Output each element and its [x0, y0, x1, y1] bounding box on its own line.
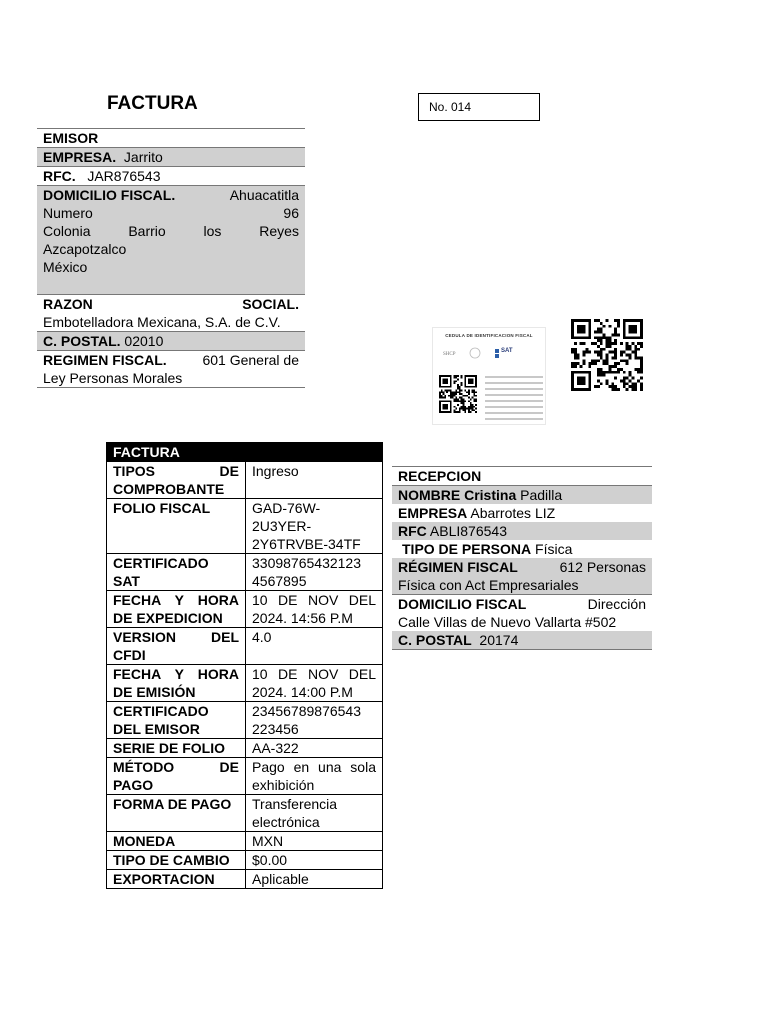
emisor-cp-value: 02010 [124, 333, 164, 349]
svg-text:SHCP: SHCP [443, 352, 456, 357]
emisor-domicilio-line-4: México [43, 259, 88, 275]
factura-row-key: FORMA DE PAGO [107, 795, 246, 832]
factura-row-value: AA-322 [246, 739, 383, 758]
emisor-razon [37, 294, 305, 331]
recepcion-regimen-label: RÉGIMEN FISCAL [398, 559, 518, 575]
recepcion-heading: RECEPCION [398, 468, 482, 484]
emisor-razon-value: Embotelladora Mexicana, S.A. de C.V. [43, 314, 281, 330]
recepcion-domicilio-line1 [398, 595, 646, 613]
recepcion-empresa [392, 504, 652, 522]
factura-row-value: Ingreso [246, 462, 383, 499]
card-title: CEDULA DE IDENTIFICACION FISCAL [445, 333, 533, 338]
emisor-razon-label-1: RAZON [43, 296, 93, 312]
recepcion-tipo-value: Física [535, 541, 573, 557]
emisor-razon-label-line [43, 295, 299, 313]
factura-row-value: Transferencia electrónica [246, 795, 383, 832]
factura-row-key: TIPO DE CAMBIO [107, 851, 246, 870]
factura-row [107, 870, 383, 889]
factura-row [107, 591, 383, 628]
factura-row-key: SERIE DE FOLIO [107, 739, 246, 758]
emisor-empresa-label: EMPRESA. [43, 149, 117, 165]
factura-row-key: EXPORTACION [107, 870, 246, 889]
factura-row [107, 702, 383, 739]
recepcion-rfc-label: RFC [398, 523, 427, 539]
emisor-rfc [37, 166, 305, 185]
recepcion-regimen-value-1: 612 Personas [559, 559, 646, 575]
recepcion-cp-label: C. POSTAL [398, 632, 472, 648]
emisor-cp [37, 331, 305, 350]
factura-row-key: FECHA Y HORA DE EMISIÓN [107, 665, 246, 702]
factura-row-value: GAD-76W-2U3YER-2Y6TRVBE-34TF [246, 499, 383, 554]
recepcion-regimen [392, 558, 652, 594]
factura-row [107, 832, 383, 851]
emisor-razon-label-2: SOCIAL. [242, 296, 299, 312]
factura-row [107, 462, 383, 499]
emisor-regimen-value-1: 601 General de [202, 352, 299, 368]
emisor-domicilio-line-3: Azcapotzalco [43, 241, 127, 257]
recepcion-regimen-line1 [398, 558, 646, 576]
factura-row-value: 33098765432123 4567895 [246, 554, 383, 591]
qr-code-small-icon [439, 374, 477, 414]
recepcion-domicilio-value-2: Calle Villas de Nuevo Vallarta #502 [398, 614, 617, 630]
factura-row [107, 554, 383, 591]
recepcion-empresa-label: EMPRESA [398, 505, 468, 521]
emisor-rfc-value: JAR876543 [87, 168, 161, 184]
recepcion-cp [392, 631, 652, 649]
recepcion-cp-value: 20174 [479, 632, 519, 648]
factura-row-key: MONEDA [107, 832, 246, 851]
emisor-domicilio [37, 185, 305, 294]
factura-row-key: CERTIFICADO DEL EMISOR [107, 702, 246, 739]
factura-row [107, 739, 383, 758]
factura-row-value: 10 DE NOV DEL 2024. 14:56 P.M [246, 591, 383, 628]
emisor-domicilio-label: DOMICILIO FISCAL. [43, 187, 176, 203]
recepcion-nombre-value: Padilla [520, 487, 563, 503]
factura-row-value: Aplicable [246, 870, 383, 889]
emisor-domicilio-line3: Colonia Barrio los Reyes [43, 223, 299, 239]
factura-row-value: 23456789876543 223456 [246, 702, 383, 739]
emisor-heading: EMISOR [43, 130, 99, 146]
factura-row-value: 4.0 [246, 628, 383, 665]
card-text-lines [485, 376, 543, 424]
qr-code-icon [571, 317, 643, 393]
recepcion-domicilio-label: DOMICILIO FISCAL [398, 596, 527, 612]
recepcion-tipo [392, 540, 652, 558]
recepcion-regimen-value-2: Física con Act Empresariales [398, 577, 579, 593]
factura-row-key: FOLIO FISCAL [107, 499, 246, 554]
factura-table-heading: FACTURA [107, 443, 383, 462]
factura-row-value: Pago en una sola exhibición [246, 758, 383, 795]
recepcion-nombre-label: NOMBRE Cristina [398, 487, 517, 503]
recepcion-tipo-label: TIPO DE PERSONA [402, 541, 532, 557]
emisor-empresa [37, 147, 305, 166]
emisor-cp-label: C. POSTAL. [43, 333, 121, 349]
factura-row [107, 665, 383, 702]
recepcion-nombre [392, 485, 652, 504]
factura-row-value: $0.00 [246, 851, 383, 870]
recepcion-rfc-value: ABLI876543 [429, 523, 507, 539]
recepcion-section [392, 466, 652, 650]
factura-row [107, 795, 383, 832]
recepcion-domicilio [392, 594, 652, 631]
invoice-number: No. 014 [418, 93, 540, 121]
factura-table [106, 442, 383, 889]
recepcion-domicilio-value-1: Dirección [587, 596, 646, 612]
factura-row [107, 628, 383, 665]
emisor-regimen [37, 350, 305, 387]
emisor-empresa-value: Jarrito [123, 149, 163, 165]
emisor-regimen-value-2: Ley Personas Morales [43, 370, 183, 386]
emisor-regimen-label: REGIMEN FISCAL. [43, 352, 167, 368]
factura-row-value: MXN [246, 832, 383, 851]
factura-row [107, 758, 383, 795]
emisor-domicilio-line-0: Ahuacatitla [229, 187, 299, 203]
emisor-domicilio-line1 [43, 186, 299, 204]
recepcion-rfc [392, 522, 652, 540]
document-title: FACTURA [107, 93, 198, 114]
factura-row-key: MÉTODO DE PAGO [107, 758, 246, 795]
recepcion-empresa-value: Abarrotes LIZ [470, 505, 556, 521]
emisor-rfc-label: RFC. [43, 168, 76, 184]
factura-row [107, 499, 383, 554]
emisor-regimen-line1 [43, 351, 299, 369]
government-logos-icon [439, 346, 539, 360]
factura-row-value: 10 DE NOV DEL 2024. 14:00 P.M [246, 665, 383, 702]
factura-row-key: VERSION DEL CFDI [107, 628, 246, 665]
factura-row-key: FECHA Y HORA DE EXPEDICION [107, 591, 246, 628]
emisor-domicilio-line2: Numero 96 [43, 205, 299, 221]
factura-row-key: CERTIFICADO SAT [107, 554, 246, 591]
sat-logo: SAT [501, 348, 513, 354]
factura-row [107, 851, 383, 870]
factura-row-key: TIPOS DE COMPROBANTE [107, 462, 246, 499]
emisor-section [37, 128, 305, 388]
